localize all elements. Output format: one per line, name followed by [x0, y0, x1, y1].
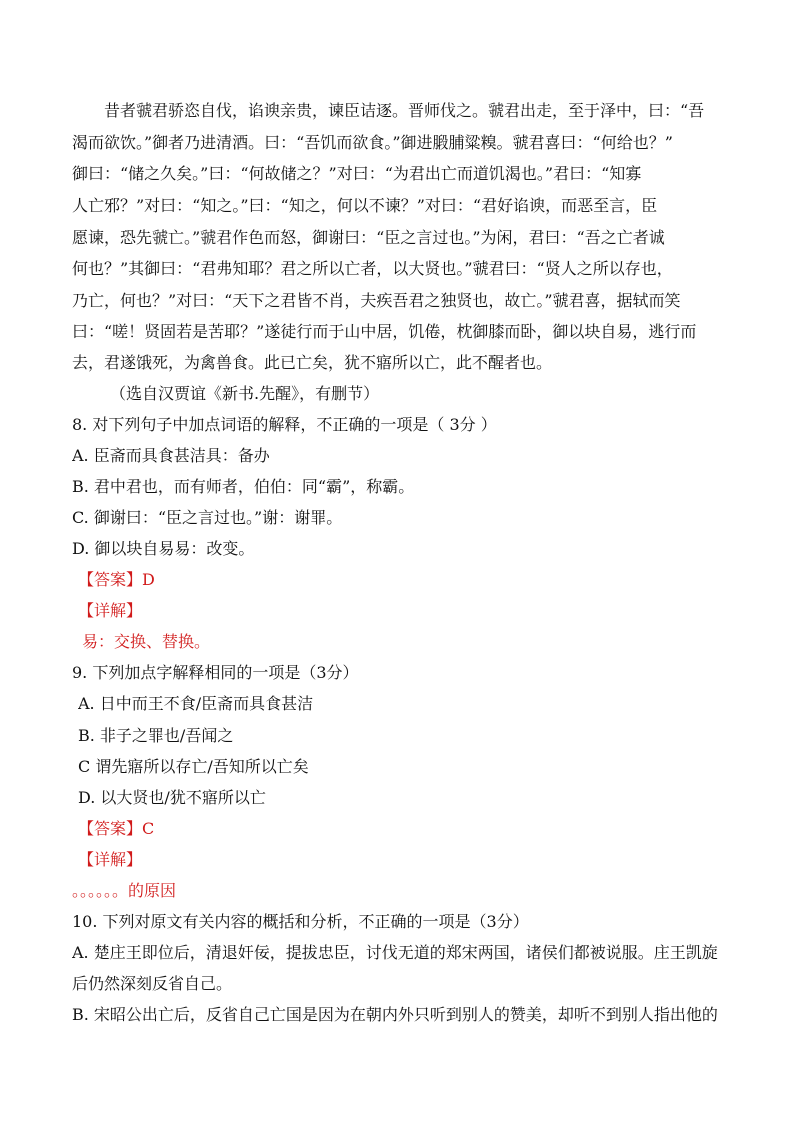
- q9-option-c: C 谓先寤所以存亡/吾知所以亡矣: [78, 757, 309, 776]
- q8-stem: 8. 对下列句子中加点词语的解释，不正确的一项是（ 3分 ）: [72, 415, 497, 434]
- q8-option-b: B. 君中君也，而有师者，伯伯：同“霸”，称霸。: [72, 477, 415, 496]
- detail-text: 易：交换、替换。: [82, 632, 211, 651]
- answer-value: C: [142, 819, 155, 838]
- passage-line: 人亡邪？”对曰：“知之。”曰：“知之，何以不谏？”对曰：“君好谄谀，而恶至言，臣: [72, 196, 658, 215]
- q10-stem: 10. 下列对原文有关内容的概括和分析，不正确的一项是（3分）: [72, 912, 529, 931]
- passage-line: 曰：“嗟！贤固若是苦耶？”遂徒行而于山中居，饥倦，枕御膝而卧，御以块自易，逃行而: [72, 322, 697, 341]
- q8-option-c: C. 御谢曰：“臣之言过也。”谢：谢罪。: [72, 508, 343, 527]
- answer-tag: 【答案】: [78, 570, 143, 589]
- q8-detail-tag: 【详解】: [78, 601, 143, 620]
- q9-detail: [72, 881, 732, 901]
- passage-source: （选自汉贾谊《新书.先醒》，有删节）: [110, 384, 380, 403]
- q9-answer: [78, 819, 738, 839]
- answer-value: D: [142, 570, 155, 589]
- q8-option-d: D. 御以块自易易：改变。: [72, 539, 255, 558]
- answer-tag: 【答案】: [78, 819, 143, 838]
- passage-line: 愿谏，恐先虢亡。”虢君作色而怒，御谢曰：“臣之言过也。”为闲，君曰：“吾之亡者诚: [72, 228, 665, 247]
- q9-detail-tag: [78, 850, 738, 870]
- q8-detail: [82, 632, 742, 652]
- q9-option-b: B. 非子之罪也/吾闻之: [78, 726, 234, 745]
- passage-line: 昔者虢君骄恣自伐，谄谀亲贵，谏臣诘逐。晋师伐之。虢君出走，至于泽中，曰：“吾: [104, 101, 705, 120]
- passage-line: 御曰：“储之久矣。”曰：“何故储之？”对曰：“为君出亡而道饥渴也。”君曰：“知寡: [72, 164, 642, 183]
- passage-line: 乃亡，何也？”对曰：“天下之君皆不肖，夫疾吾君之独贤也，故亡。”虢君喜，据轼而笑: [72, 291, 681, 310]
- passage-line: 何也？”其御曰：“君弗知耶？君之所以亡者，以大贤也。”虢君曰：“贤人之所以存也，: [72, 259, 673, 278]
- q8-answer: [78, 570, 738, 590]
- q10-option-b: B. 宋昭公出亡后，反省自己亡国是因为在朝内外只听到别人的赞美，却听不到别人指出他的: [72, 1005, 718, 1024]
- q9-stem: 9. 下列加点字解释相同的一项是（3分）: [72, 663, 359, 682]
- passage-line: 渴而欲饮。”御者乃进清酒。曰：“吾饥而欲食。”御进腶脯粱糗。虢君喜曰：“何给也？”: [72, 133, 673, 152]
- q9-option-d: D. 以大贤也/犹不寤所以亡: [78, 788, 266, 807]
- detail-tag: 【详解】: [78, 850, 143, 869]
- q10-option-a: A. 楚庄王即位后，清退奸佞，提拔忠臣，讨伐无道的郑宋两国，诸侯们都被说服。庄王凯旋: [72, 943, 718, 962]
- q10-option-a-cont: 后仍然深刻反省自己。: [72, 974, 233, 993]
- q8-option-a: A. 臣斋而具食甚洁具：备办: [72, 446, 270, 465]
- passage-line: 去，君遂饿死，为禽兽食。此已亡矣，犹不寤所以亡，此不醒者也。: [72, 353, 553, 372]
- detail-text: 。。。。。。的原因: [72, 881, 177, 900]
- q9-option-a: A. 日中而王不食/臣斋而具食甚洁: [78, 694, 314, 713]
